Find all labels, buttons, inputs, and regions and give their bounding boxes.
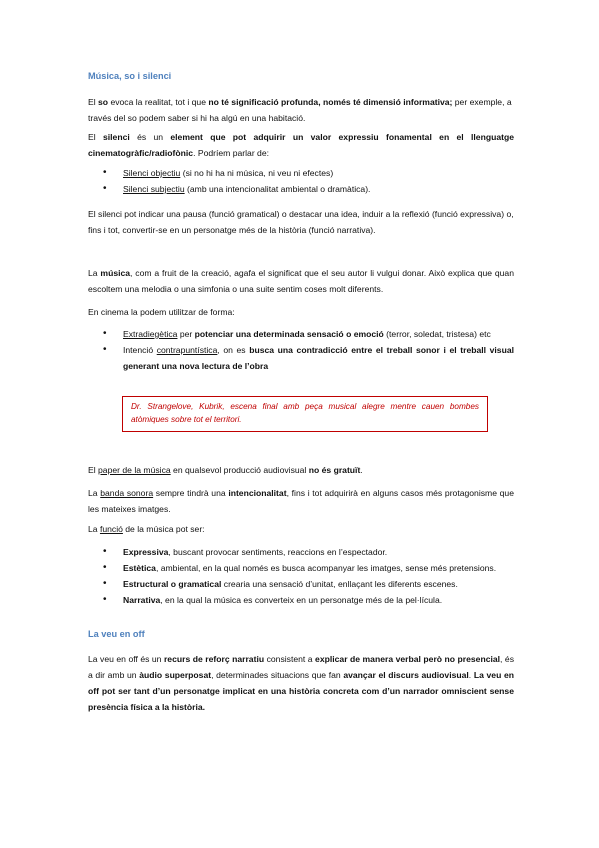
text: . bbox=[360, 465, 363, 475]
bold-text: àudio superposat bbox=[139, 670, 212, 680]
text: La bbox=[88, 524, 100, 534]
text: per bbox=[177, 329, 195, 339]
list-item bbox=[103, 592, 514, 608]
bold-text: no és gratuït bbox=[308, 465, 361, 475]
text: evoca la realitat, tot i que bbox=[108, 97, 209, 107]
bold-text: música bbox=[100, 268, 131, 278]
list-item bbox=[103, 342, 514, 374]
text: (amb una intencionalitat ambiental o dramàtica). bbox=[184, 184, 371, 194]
paragraph-silenci bbox=[88, 129, 514, 161]
text: , buscant provocar sentiments, reaccions en l’espectador. bbox=[168, 547, 388, 557]
paragraph-veu-en-off bbox=[88, 651, 514, 715]
text: de la música pot ser: bbox=[122, 524, 205, 534]
text: La bbox=[88, 488, 101, 498]
bold-text: Narrativa bbox=[123, 595, 161, 605]
paragraph-silenci-funcions: El silenci pot indicar una pausa (funció gramatical) o destacar una idea, induir a la reflexió (funció expressiva) o, fins i tot, convertir-se en un personatge més de la història (funció narrativa). bbox=[88, 209, 514, 235]
text: , com a fruit de la creació, agafa el significat que el seu autor li vulgui donar. Això explica que quan escoltem una melodia o una simfonia o una suite sentim coses molt diferents. bbox=[88, 268, 514, 294]
text: , ambiental, en la qual només es busca acompanyar les imatges, sense més pretensions. bbox=[155, 563, 497, 573]
underlined-text: Silenci subjectiu bbox=[123, 184, 185, 194]
text: en qualsevol producció audiovisual bbox=[170, 465, 309, 475]
bold-text: potenciar una determinada sensació o emoció bbox=[194, 329, 384, 339]
list-item bbox=[103, 544, 514, 560]
bold-text: busca una contradicció entre el treball sonor i el treball visual generant una nova lectura de l’obra bbox=[123, 345, 515, 371]
paragraph-funcio bbox=[88, 521, 514, 537]
text: per exemple, a través del so podem saber si hi ha algú en una habitació. bbox=[88, 97, 512, 123]
underlined-text: Extradiegètica bbox=[123, 329, 178, 339]
paragraph-paper-musica bbox=[88, 462, 514, 478]
bold-text: silenci bbox=[102, 132, 130, 142]
list-item bbox=[103, 165, 514, 181]
text: Intenció bbox=[123, 345, 157, 355]
text: El bbox=[88, 132, 103, 142]
underlined-text: banda sonora bbox=[100, 488, 154, 498]
heading-musica-so-silenci: Música, so i silenci bbox=[88, 71, 172, 81]
text: , en la qual la música es converteix en un personatge més de la pel·lícula. bbox=[160, 595, 443, 605]
bold-text: explicar de manera verbal però no presencial bbox=[315, 654, 501, 664]
paragraph-cinema: En cinema la podem utilitzar de forma: bbox=[88, 307, 235, 317]
text: , determinades situacions que fan bbox=[211, 670, 344, 680]
silenci-list bbox=[103, 165, 514, 197]
paragraph-so bbox=[88, 94, 514, 126]
text: crearia una sensació d’unitat, enllaçant les diferents escenes. bbox=[221, 579, 458, 589]
list-item bbox=[103, 326, 514, 342]
bold-text: Estètica bbox=[123, 563, 156, 573]
underlined-text: paper de la música bbox=[98, 465, 171, 475]
funcio-list bbox=[103, 544, 514, 608]
text: sempre tindrà una bbox=[153, 488, 229, 498]
text: El bbox=[88, 465, 99, 475]
text: (terror, soledat, tristesa) etc bbox=[383, 329, 491, 339]
bold-text: intencionalitat bbox=[228, 488, 287, 498]
underlined-text: funció bbox=[99, 524, 123, 534]
example-quote-box: Dr. Strangelove, Kubrik, escena final amb peça musical alegre mentre cauen bombes atòmiques sobre tot el territori. bbox=[122, 396, 488, 432]
text: (si no hi ha ni música, ni veu ni efectes) bbox=[180, 168, 334, 178]
list-item bbox=[103, 181, 514, 197]
bold-text: recurs de reforç narratiu bbox=[163, 654, 265, 664]
text: La bbox=[88, 268, 101, 278]
paragraph-musica bbox=[88, 265, 514, 297]
list-item bbox=[103, 576, 514, 592]
underlined-text: Silenci objectiu bbox=[123, 168, 181, 178]
bold-text: element que pot adquirir un valor expressiu fonamental en el llenguatge cinematogràfic/radiofònic bbox=[88, 132, 514, 158]
text: , és a dir amb un bbox=[88, 654, 515, 680]
musica-forma-list bbox=[103, 326, 514, 374]
bold-text: so bbox=[98, 97, 109, 107]
bold-text: Expressiva bbox=[123, 547, 169, 557]
text: La veu en off és un bbox=[88, 654, 164, 664]
text: El bbox=[88, 97, 99, 107]
underlined-text: contrapuntística bbox=[156, 345, 218, 355]
bold-text: Estructural o gramatical bbox=[123, 579, 222, 589]
text: . Podríem parlar de: bbox=[193, 148, 270, 158]
text: consistent a bbox=[264, 654, 316, 664]
list-item bbox=[103, 560, 514, 576]
text: , on es bbox=[217, 345, 250, 355]
paragraph-banda-sonora bbox=[88, 485, 514, 517]
text: , fins i tot adquirirà en alguns casos més protagonisme que les mateixes imatges. bbox=[88, 488, 514, 514]
bold-text: no té significació profunda, només té dimensió informativa; bbox=[208, 97, 453, 107]
text: . bbox=[468, 670, 474, 680]
heading-veu-en-off: La veu en off bbox=[88, 629, 145, 639]
text: és un bbox=[129, 132, 171, 142]
bold-text: avançar el discurs audiovisual bbox=[343, 670, 469, 680]
bold-text: La veu en off pot ser tant d’un personatge implicat en una història concreta com d’un narrador omniscient sense presència física a la història. bbox=[88, 670, 515, 712]
